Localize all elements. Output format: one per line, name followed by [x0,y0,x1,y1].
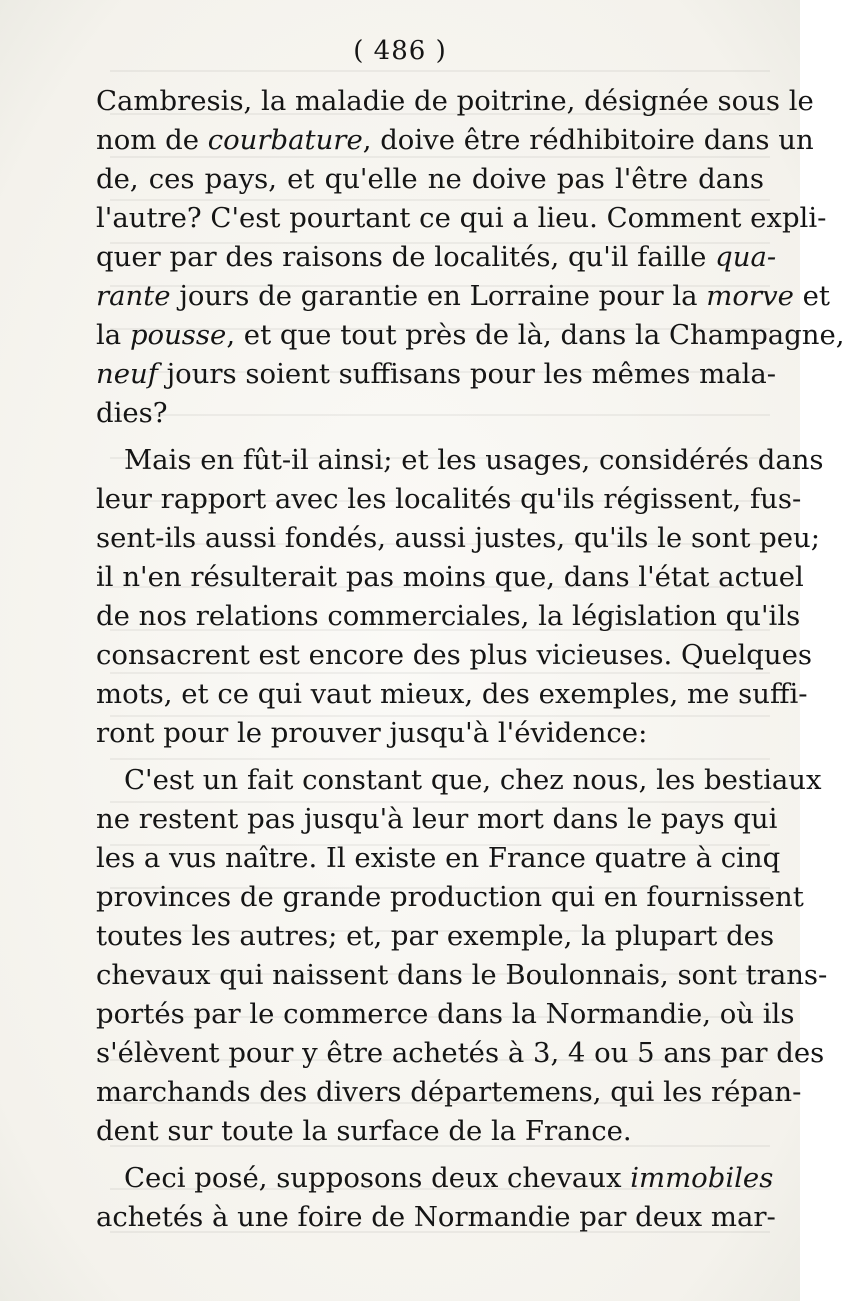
text-line: quer par des raisons de localités, qu'il faille qua- [96,241,777,273]
text-line: les a vus naître. Il existe en France quatre à cinq [96,842,781,874]
text-line: ront pour le prouver jusqu'à l'évidence: [96,717,648,749]
text-line: de nos relations commerciales, la législation qu'ils [96,600,801,632]
text-line: dies? [96,397,168,429]
text-line: s'élèvent pour y être achetés à 3, 4 ou 5 ans par des [96,1037,825,1069]
text-line: ne restent pas jusqu'à leur mort dans le pays qui [96,803,778,835]
text-line: provinces de grande production qui en fournissent [96,881,804,913]
text-line: neuf jours soient suffisans pour les mêmes mala- [96,358,777,390]
text-line: C'est un fait constant que, chez nous, les bestiaux [124,764,822,796]
paragraph [96,1159,776,1237]
text-line: mots, et ce qui vaut mieux, des exemples, me suffi- [96,678,808,710]
text-line: nom de courbature, doive être rédhibitoire dans un [96,124,814,156]
page-number: ( 486 ) [353,36,447,66]
text-line: de, ces pays, et qu'elle ne doive pas l'être dans [96,163,764,195]
text-line: achetés à une foire de Normandie par deux mar- [96,1201,776,1233]
text-line: dent sur toute la surface de la France. [96,1115,632,1147]
paragraph [96,82,845,433]
paragraph-gap [96,433,764,441]
text-line: il n'en résulterait pas moins que, dans l'état actuel [96,561,804,593]
text-line: chevaux qui naissent dans le Boulonnais, sont trans- [96,959,828,991]
text-line: Mais en fût-il ainsi; et les usages, considérés dans [124,444,824,476]
text-line: portés par le commerce dans la Normandie, où ils [96,998,795,1030]
paragraph [96,761,828,1151]
text-line: Cambresis, la maladie de poitrine, désignée sous le [96,85,814,117]
paragraph-gap [96,1151,764,1159]
body-text [96,82,845,1237]
paragraph [96,441,824,753]
text-line: marchands des divers départemens, qui les répan- [96,1076,802,1108]
text-line: leur rapport avec les localités qu'ils régissent, fus- [96,483,802,515]
text-line: la pousse, et que tout près de là, dans la Champagne, [96,319,845,351]
paragraph-gap [96,753,764,761]
text-line: rante jours de garantie en Lorraine pour la morve et [96,280,830,312]
text-line: l'autre? C'est pourtant ce qui a lieu. Comment expli- [96,202,827,234]
text-line: toutes les autres; et, par exemple, la plupart des [96,920,775,952]
text-line: sent-ils aussi fondés, aussi justes, qu'ils le sont peu; [96,522,820,554]
text-line: consacrent est encore des plus vicieuses. Quelques [96,639,813,671]
text-line: Ceci posé, supposons deux chevaux immobiles [124,1162,774,1194]
